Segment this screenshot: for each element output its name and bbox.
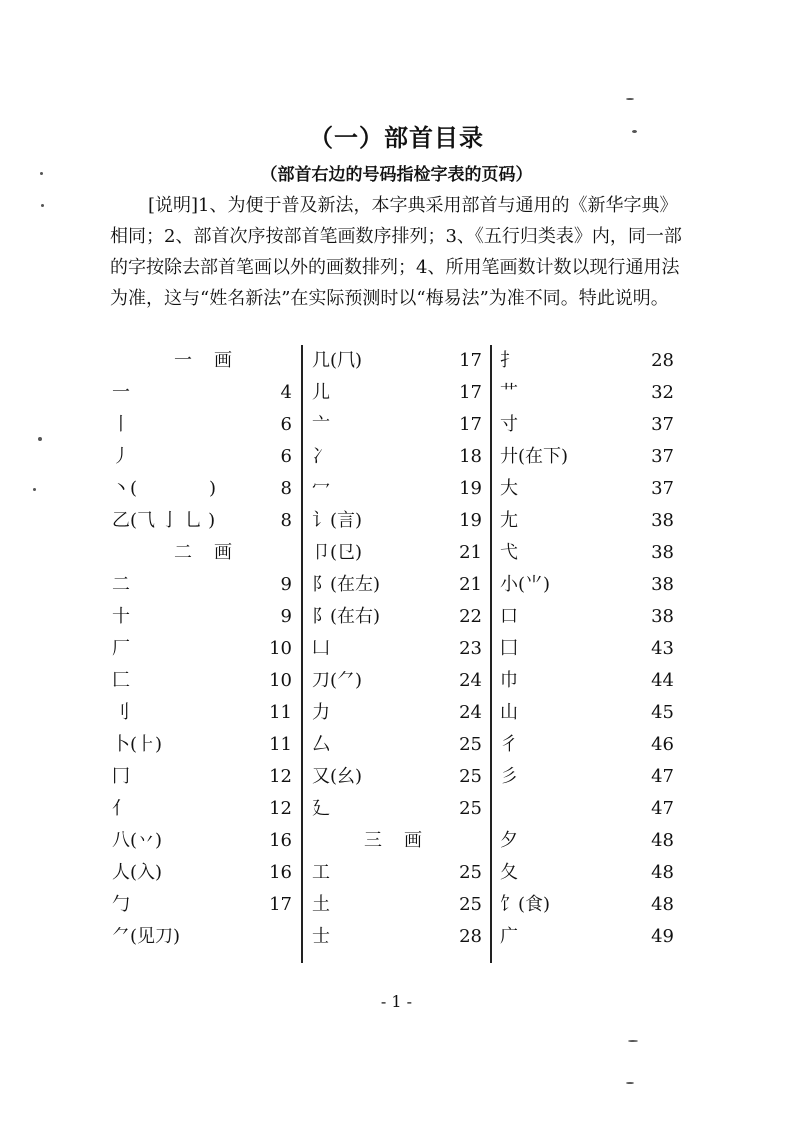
page-number-ref: 17 [459, 382, 482, 403]
radical-entry [112, 601, 292, 633]
radical-label: 亻 [112, 798, 130, 819]
page-number-ref: 46 [651, 734, 674, 755]
radical-entry [494, 729, 674, 761]
radical-entry [494, 409, 674, 441]
radical-label: 刂 [112, 702, 130, 723]
page-number-ref: 11 [269, 702, 292, 723]
page-number-ref: 24 [459, 702, 482, 723]
radical-label: 冫 [312, 446, 330, 467]
note-line: 表》内，同一部的字按除去部首笔画以外的画数排列；4、所用笔 [110, 226, 682, 278]
page-number-ref: 48 [651, 862, 674, 883]
page-number-ref: 21 [459, 542, 482, 563]
radical-label: 士 [312, 926, 330, 947]
radical-entry [306, 601, 482, 633]
radical-label: 勹 [112, 894, 130, 915]
radical-entry [494, 761, 674, 793]
page-number-ref: 25 [459, 894, 482, 915]
radical-entry [306, 761, 482, 793]
radical-label: 儿 [312, 382, 330, 403]
page-number-ref: 10 [269, 670, 292, 691]
radical-entry [112, 697, 292, 729]
page-number-ref: 48 [651, 894, 674, 915]
radical-entry [494, 345, 674, 377]
scan-speck [626, 98, 634, 100]
radical-label: 人(入) [112, 862, 163, 883]
page-number-ref: 38 [651, 606, 674, 627]
radical-label: 丨 [112, 414, 130, 435]
radical-label: 廾(在下) [500, 446, 569, 467]
page-number-ref: 37 [651, 478, 674, 499]
radical-label: 山 [500, 702, 518, 723]
page-number-ref: 49 [651, 926, 674, 947]
page-number-ref: 25 [459, 766, 482, 787]
radical-entry [306, 793, 482, 825]
page-number-ref: 25 [459, 862, 482, 883]
radical-entry [112, 473, 292, 505]
radical-label: 亠 [312, 414, 330, 435]
radical-label: 工 [312, 862, 330, 883]
page-number-ref: 23 [459, 638, 482, 659]
radical-label: 饣(食) [500, 894, 551, 915]
radical-label: 囗 [500, 638, 518, 659]
page-number-ref: 16 [269, 862, 292, 883]
radical-entry [306, 377, 482, 409]
radical-entry [306, 441, 482, 473]
radical-entry [112, 825, 292, 857]
radical-entry [494, 793, 674, 825]
radical-label: 土 [312, 894, 330, 915]
radical-label: 刀(⺈) [312, 670, 363, 691]
radical-label: 乙(⺄ 亅 乚 ) [112, 510, 216, 531]
radical-label: 巾 [500, 670, 518, 691]
radical-label: 一 [112, 382, 130, 403]
note-line: [说明]1、为便于普及新法，本字典采用部首与通用的《新华 [148, 195, 624, 216]
radical-label: 力 [312, 702, 330, 723]
radical-entry [306, 921, 482, 953]
page-number-ref: 8 [280, 478, 292, 499]
scan-speck [38, 437, 42, 441]
scan-speck [41, 204, 44, 207]
radical-entry [112, 377, 292, 409]
page-number-ref: 8 [280, 510, 292, 531]
page-number-ref: 47 [651, 766, 674, 787]
stroke-group-heading [112, 345, 292, 377]
page-number-ref: 38 [651, 510, 674, 531]
stroke-group-label: 二 画 [174, 542, 234, 563]
radical-entry [494, 825, 674, 857]
radical-entry [112, 921, 292, 953]
radical-label: 阝(在左) [312, 574, 381, 595]
radical-label: 又(⺓) [312, 766, 363, 787]
column-divider [301, 345, 303, 963]
radical-label: 卩(㔾) [312, 542, 363, 563]
page-title: （一）部首目录 [309, 124, 484, 152]
page-number-ref: 19 [459, 478, 482, 499]
radical-label: 口 [500, 606, 518, 627]
page-number-ref: 18 [459, 446, 482, 467]
page-subtitle: （部首右边的号码指检字表的页码） [260, 165, 533, 185]
radical-entry [112, 505, 292, 537]
stroke-group-heading [306, 825, 482, 857]
radical-entry [112, 857, 292, 889]
radical-label: 弋 [500, 542, 518, 563]
radical-column-3 [494, 345, 674, 953]
radical-label: 大 [500, 478, 518, 499]
note-line: “梅易法”为准不同。特此说明。 [416, 288, 669, 309]
page-number-ref: 47 [651, 798, 674, 819]
page-number-ref: 44 [651, 670, 674, 691]
radical-entry [494, 569, 674, 601]
radical-entry [306, 729, 482, 761]
radical-entry [494, 857, 674, 889]
page-number-ref: 48 [651, 830, 674, 851]
radical-entry [112, 441, 292, 473]
radical-label: ⺈(见刀) [112, 926, 181, 947]
radical-entry [306, 697, 482, 729]
radical-entry [112, 729, 292, 761]
radical-label: 丿 [112, 446, 130, 467]
radical-entry [494, 441, 674, 473]
radical-label: 夕 [500, 830, 518, 851]
radical-label: 扌 [500, 350, 518, 371]
radical-label: 凵 [312, 638, 330, 659]
radical-label: 厶 [312, 734, 330, 755]
page-number-ref: 25 [459, 734, 482, 755]
stroke-group-heading [112, 537, 292, 569]
radical-label: 厂 [112, 638, 130, 659]
page-number-ref: 19 [459, 510, 482, 531]
radical-label: 艹 [500, 382, 518, 403]
radical-entry [306, 665, 482, 697]
radical-entry [112, 761, 292, 793]
page-number-ref: 37 [651, 414, 674, 435]
radical-entry [306, 473, 482, 505]
page-number-ref: 32 [651, 382, 674, 403]
radical-entry [494, 473, 674, 505]
scan-speck [626, 1082, 634, 1084]
radical-label: 讠(言) [312, 510, 363, 531]
page-number-ref: 17 [269, 894, 292, 915]
page-number-ref: 37 [651, 446, 674, 467]
page-number-ref: 28 [651, 350, 674, 371]
radical-entry [494, 377, 674, 409]
page-number-ref: 4 [280, 382, 292, 403]
radical-label: 夂 [500, 862, 518, 883]
stroke-group-label: 一 画 [174, 350, 234, 371]
page-number-ref: 17 [459, 350, 482, 371]
radical-label: 八(丷) [112, 830, 163, 851]
radical-entry [112, 889, 292, 921]
page-number-ref: 22 [459, 606, 482, 627]
radical-label: 尢 [500, 510, 518, 531]
radical-label: 卜(⺊) [112, 734, 163, 755]
page-number-ref: 6 [280, 414, 292, 435]
page-number-ref: 25 [459, 798, 482, 819]
page-number-ref: 17 [459, 414, 482, 435]
radical-entry [494, 537, 674, 569]
column-divider [490, 345, 492, 963]
radical-entry [306, 569, 482, 601]
page-number-ref: 16 [269, 830, 292, 851]
radical-entry [112, 569, 292, 601]
radical-entry [306, 537, 482, 569]
radical-label: 几(⺇) [312, 350, 363, 371]
radical-label: 十 [112, 606, 130, 627]
page-number-ref: 6 [280, 446, 292, 467]
page-number-ref: 9 [280, 574, 292, 595]
scan-speck [40, 172, 43, 175]
page-number-ref: 12 [269, 766, 292, 787]
radical-column-1 [112, 345, 292, 953]
radical-entry [112, 633, 292, 665]
radical-entry [306, 633, 482, 665]
radical-label: 冂 [112, 766, 130, 787]
page-number-ref: 10 [269, 638, 292, 659]
radical-entry [494, 665, 674, 697]
page-number-ref: 38 [651, 574, 674, 595]
radical-entry [306, 409, 482, 441]
radical-entry [306, 889, 482, 921]
radical-label: 阝(在右) [312, 606, 381, 627]
radical-label: 广 [500, 926, 518, 947]
stroke-group-label: 三 画 [364, 830, 424, 851]
radical-entry [494, 633, 674, 665]
radical-entry [112, 793, 292, 825]
radical-entry [306, 857, 482, 889]
radical-label: 冖 [312, 478, 330, 499]
radical-entry [494, 697, 674, 729]
page-number-ref: 38 [651, 542, 674, 563]
note-line: 画数计数以现行通用法为准，这与“姓名新法”在实际预测时以 [110, 257, 680, 309]
radical-entry [494, 505, 674, 537]
radical-label: 彡 [500, 766, 518, 787]
radical-entry [494, 889, 674, 921]
page-number-ref: 45 [651, 702, 674, 723]
page-number-ref: 24 [459, 670, 482, 691]
radical-label: 彳 [500, 734, 518, 755]
explanation-note [110, 190, 690, 314]
page-number: - 1 - [380, 992, 413, 1011]
radical-label: 小(⺌) [500, 574, 551, 595]
scan-speck [33, 488, 36, 491]
radical-label: 寸 [500, 414, 518, 435]
radical-entry [494, 921, 674, 953]
page-number-ref: 43 [651, 638, 674, 659]
radical-label: 匚 [112, 670, 130, 691]
page-number-ref: 28 [459, 926, 482, 947]
radical-entry [112, 409, 292, 441]
page-number-ref: 12 [269, 798, 292, 819]
radical-label: 廴 [312, 798, 330, 819]
page-number-ref: 9 [280, 606, 292, 627]
page-number-ref: 11 [269, 734, 292, 755]
radical-entry [306, 505, 482, 537]
radical-entry [112, 665, 292, 697]
radical-column-2 [306, 345, 482, 953]
page-number-ref: 21 [459, 574, 482, 595]
radical-label: 二 [112, 574, 130, 595]
scan-speck [628, 1040, 638, 1042]
radical-label: 丶( ) [112, 478, 217, 499]
scan-speck [632, 130, 637, 133]
radical-entry [306, 345, 482, 377]
note-line: 字典》相同；2、部首次序按部首笔画数序排列；3、《五行归类 [110, 195, 678, 247]
radical-entry [494, 601, 674, 633]
